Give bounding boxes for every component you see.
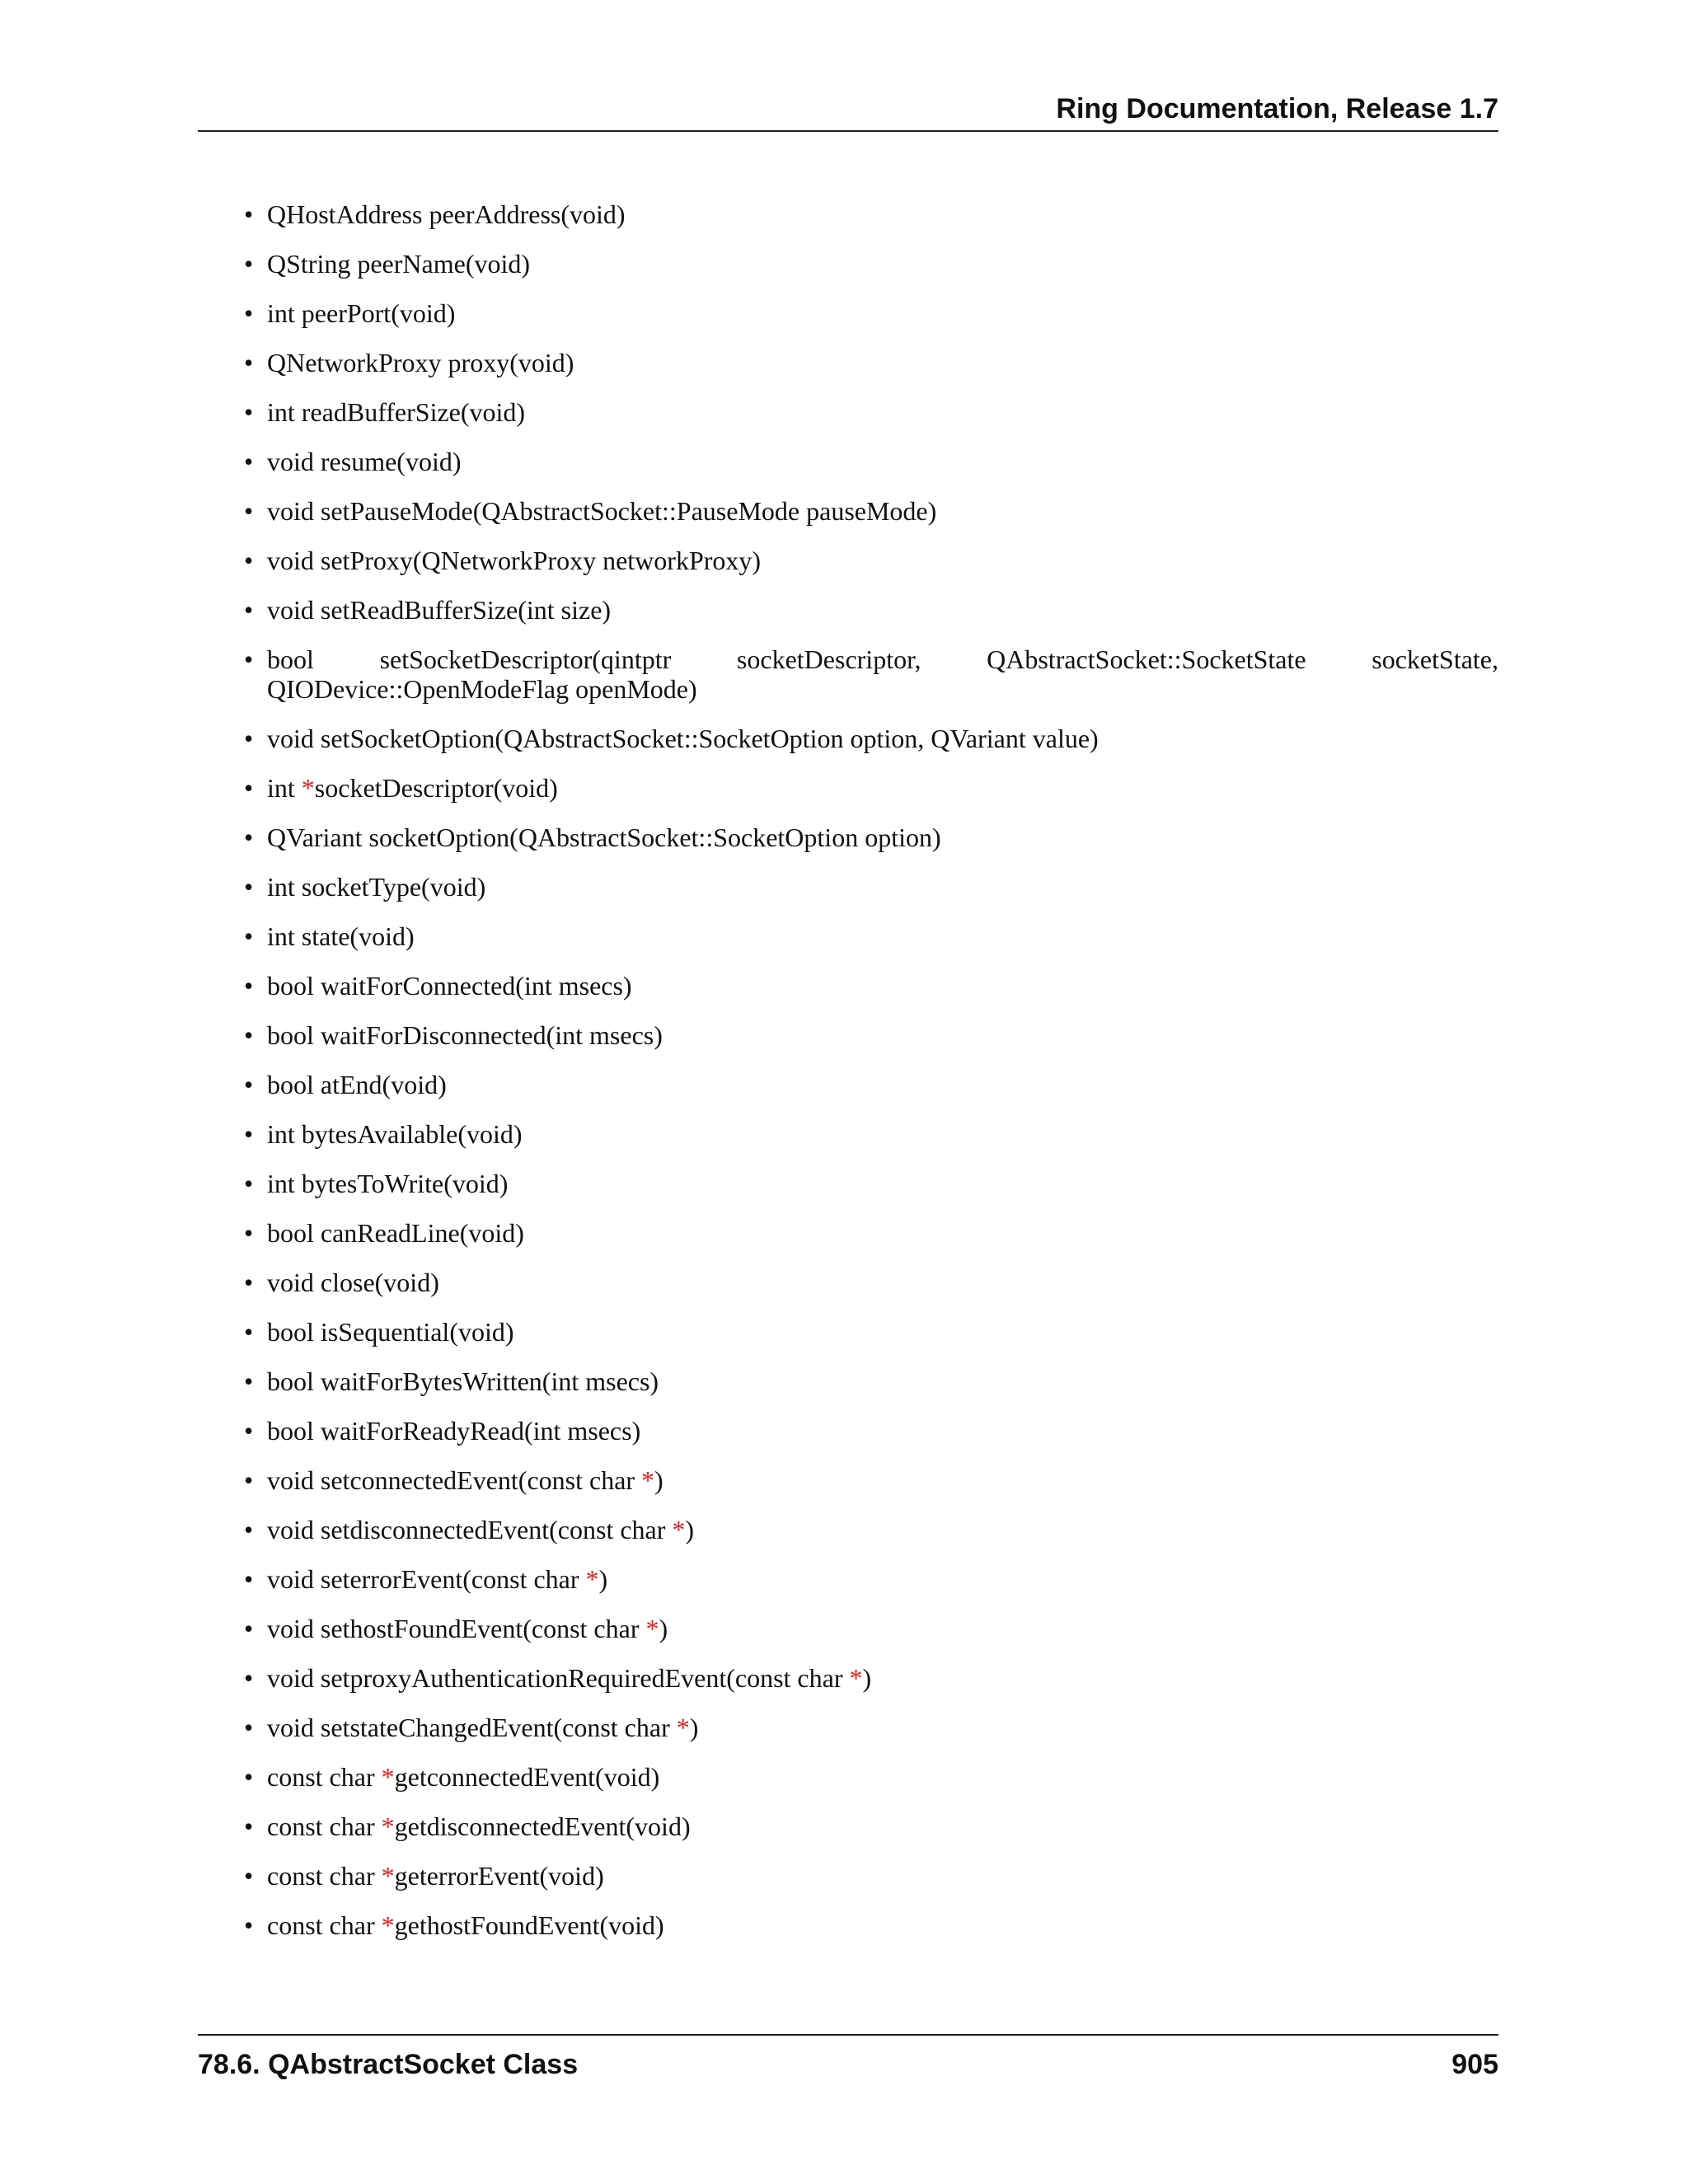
- bullet: •: [244, 1564, 254, 1594]
- bullet: •: [244, 1218, 254, 1248]
- bullet: •: [244, 1416, 254, 1446]
- bullet: •: [244, 249, 254, 279]
- pointer-marker: *: [381, 1811, 395, 1841]
- method-item-23: [244, 1366, 1498, 1396]
- bullet: •: [244, 348, 254, 377]
- method-item-13: [244, 872, 1498, 902]
- document-title: Ring Documentation, Release 1.7: [1056, 93, 1498, 124]
- method-text: QNetworkProxy proxy(void): [267, 348, 574, 377]
- method-text: bool atEnd(void): [267, 1070, 447, 1099]
- method-text: const char: [267, 1910, 382, 1940]
- method-text: void setReadBufferSize(int size): [267, 595, 612, 625]
- method-item-21: [244, 1268, 1498, 1297]
- method-item-2: [244, 298, 1498, 328]
- method-text: bool waitForReadyRead(int msecs): [267, 1416, 641, 1446]
- bullet: •: [244, 1465, 254, 1495]
- method-text: void setdisconnectedEvent(const char: [267, 1515, 673, 1544]
- method-text: bool waitForConnected(int msecs): [267, 971, 632, 1001]
- pointer-marker: *: [301, 773, 315, 803]
- bullet: •: [244, 1762, 254, 1792]
- method-text: void setstateChangedEvent(const char: [267, 1713, 677, 1742]
- method-item-16: [244, 1020, 1498, 1050]
- bullet: •: [244, 773, 254, 803]
- bullet: •: [244, 1169, 254, 1198]
- bullet: •: [244, 199, 254, 229]
- method-text: int socketType(void): [267, 872, 486, 902]
- method-item-11: [244, 773, 1498, 803]
- bullet: •: [244, 298, 254, 328]
- pointer-marker: *: [849, 1663, 863, 1693]
- method-text: bool isSequential(void): [267, 1317, 514, 1347]
- method-text: void setSocketOption(QAbstractSocket::SocketOption option, QVariant value): [267, 724, 1099, 753]
- method-text: int readBufferSize(void): [267, 397, 526, 427]
- method-text: bool canReadLine(void): [267, 1218, 524, 1248]
- pointer-marker: *: [672, 1515, 686, 1544]
- method-item-15: [244, 971, 1498, 1001]
- bullet: •: [244, 644, 254, 674]
- method-text: const char: [267, 1762, 382, 1792]
- bullet: •: [244, 1910, 254, 1940]
- method-text: bool waitForBytesWritten(int msecs): [267, 1366, 659, 1396]
- method-text-tail: ): [685, 1515, 695, 1544]
- method-item-14: [244, 921, 1498, 951]
- pointer-marker: *: [381, 1861, 395, 1891]
- method-text: void close(void): [267, 1268, 439, 1297]
- method-text: void resume(void): [267, 447, 462, 476]
- bullet: •: [244, 595, 254, 625]
- method-item-5: [244, 447, 1498, 476]
- bullet: •: [244, 823, 254, 852]
- bullet: •: [244, 1366, 254, 1396]
- method-text: const char: [267, 1811, 382, 1841]
- method-text: void seterrorEvent(const char: [267, 1564, 586, 1594]
- method-text-tail: ): [598, 1564, 608, 1594]
- method-item-22: [244, 1317, 1498, 1347]
- bullet: •: [244, 1119, 254, 1149]
- method-text: int bytesAvailable(void): [267, 1119, 523, 1149]
- method-item-17: [244, 1070, 1498, 1099]
- pointer-marker: *: [585, 1564, 599, 1594]
- method-text-tail: geterrorEvent(void): [394, 1861, 604, 1891]
- method-item-8: [244, 595, 1498, 625]
- method-text: const char: [267, 1861, 382, 1891]
- method-text: QString peerName(void): [267, 249, 531, 279]
- method-text-tail: getdisconnectedEvent(void): [394, 1811, 691, 1841]
- method-text: int state(void): [267, 921, 415, 951]
- method-text-tail: getconnectedEvent(void): [394, 1762, 660, 1792]
- section-title: 78.6. QAbstractSocket Class: [198, 2049, 579, 2080]
- method-text: void sethostFoundEvent(const char: [267, 1614, 646, 1643]
- bullet: •: [244, 546, 254, 575]
- bullet: •: [244, 496, 254, 526]
- page-header: [198, 91, 1498, 132]
- pointer-marker: *: [641, 1465, 655, 1495]
- method-item-18: [244, 1119, 1498, 1149]
- bullet: •: [244, 1614, 254, 1643]
- method-text: int peerPort(void): [267, 298, 456, 328]
- method-text: QHostAddress peerAddress(void): [267, 199, 626, 229]
- bullet: •: [244, 1317, 254, 1347]
- bullet: •: [244, 1070, 254, 1099]
- method-item-30: [244, 1713, 1498, 1742]
- method-list: [244, 199, 1498, 1960]
- pointer-marker: *: [381, 1910, 395, 1940]
- method-text: void setconnectedEvent(const char: [267, 1465, 642, 1495]
- method-item-24: [244, 1416, 1498, 1446]
- method-item-29: [244, 1663, 1498, 1693]
- bullet: •: [244, 1861, 254, 1891]
- method-item-20: [244, 1218, 1498, 1248]
- pointer-marker: *: [381, 1762, 395, 1792]
- method-item-9: [244, 644, 1498, 704]
- method-item-4: [244, 397, 1498, 427]
- method-text-tail: ): [689, 1713, 699, 1742]
- method-text-tail: socketDescriptor(void): [314, 773, 558, 803]
- bullet: •: [244, 447, 254, 476]
- method-item-27: [244, 1564, 1498, 1594]
- method-text: void setPauseMode(QAbstractSocket::PauseMode pauseMode): [267, 496, 937, 526]
- method-text-tail: ): [654, 1465, 663, 1495]
- method-text-tail: ): [659, 1614, 668, 1643]
- page-footer: [198, 2034, 1498, 2080]
- bullet: •: [244, 1268, 254, 1297]
- method-item-25: [244, 1465, 1498, 1495]
- bullet: •: [244, 1811, 254, 1841]
- method-item-12: [244, 823, 1498, 852]
- method-item-7: [244, 546, 1498, 575]
- bullet: •: [244, 1020, 254, 1050]
- method-text-tail: gethostFoundEvent(void): [394, 1910, 664, 1940]
- bullet: •: [244, 724, 254, 753]
- method-item-19: [244, 1169, 1498, 1198]
- pointer-marker: *: [645, 1614, 659, 1643]
- method-item-32: [244, 1811, 1498, 1841]
- bullet: •: [244, 921, 254, 951]
- method-text-tail: ): [862, 1663, 872, 1693]
- bullet: •: [244, 1663, 254, 1693]
- method-item-1: [244, 249, 1498, 279]
- method-item-0: [244, 199, 1498, 229]
- method-text: void setproxyAuthenticationRequiredEvent(const char: [267, 1663, 850, 1693]
- method-item-26: [244, 1515, 1498, 1544]
- method-item-34: [244, 1910, 1498, 1940]
- bullet: •: [244, 397, 254, 427]
- bullet: •: [244, 971, 254, 1001]
- pointer-marker: *: [676, 1713, 690, 1742]
- bullet: •: [244, 872, 254, 902]
- method-text: QVariant socketOption(QAbstractSocket::SocketOption option): [267, 823, 941, 852]
- method-item-28: [244, 1614, 1498, 1643]
- method-text: int bytesToWrite(void): [267, 1169, 509, 1198]
- method-item-6: [244, 496, 1498, 526]
- method-text: int: [267, 773, 302, 803]
- method-text: bool waitForDisconnected(int msecs): [267, 1020, 663, 1050]
- method-item-33: [244, 1861, 1498, 1891]
- page-number: 905: [1451, 2049, 1498, 2080]
- bullet: •: [244, 1515, 254, 1544]
- method-item-3: [244, 348, 1498, 377]
- bullet: •: [244, 1713, 254, 1742]
- method-text: bool setSocketDescriptor(qintptr socketDescriptor, QAbstractSocket::SocketState socketState, QIODevice::OpenModeFlag openMode): [267, 644, 1498, 704]
- method-text: void setProxy(QNetworkProxy networkProxy): [267, 546, 762, 575]
- method-item-10: [244, 724, 1498, 753]
- method-item-31: [244, 1762, 1498, 1792]
